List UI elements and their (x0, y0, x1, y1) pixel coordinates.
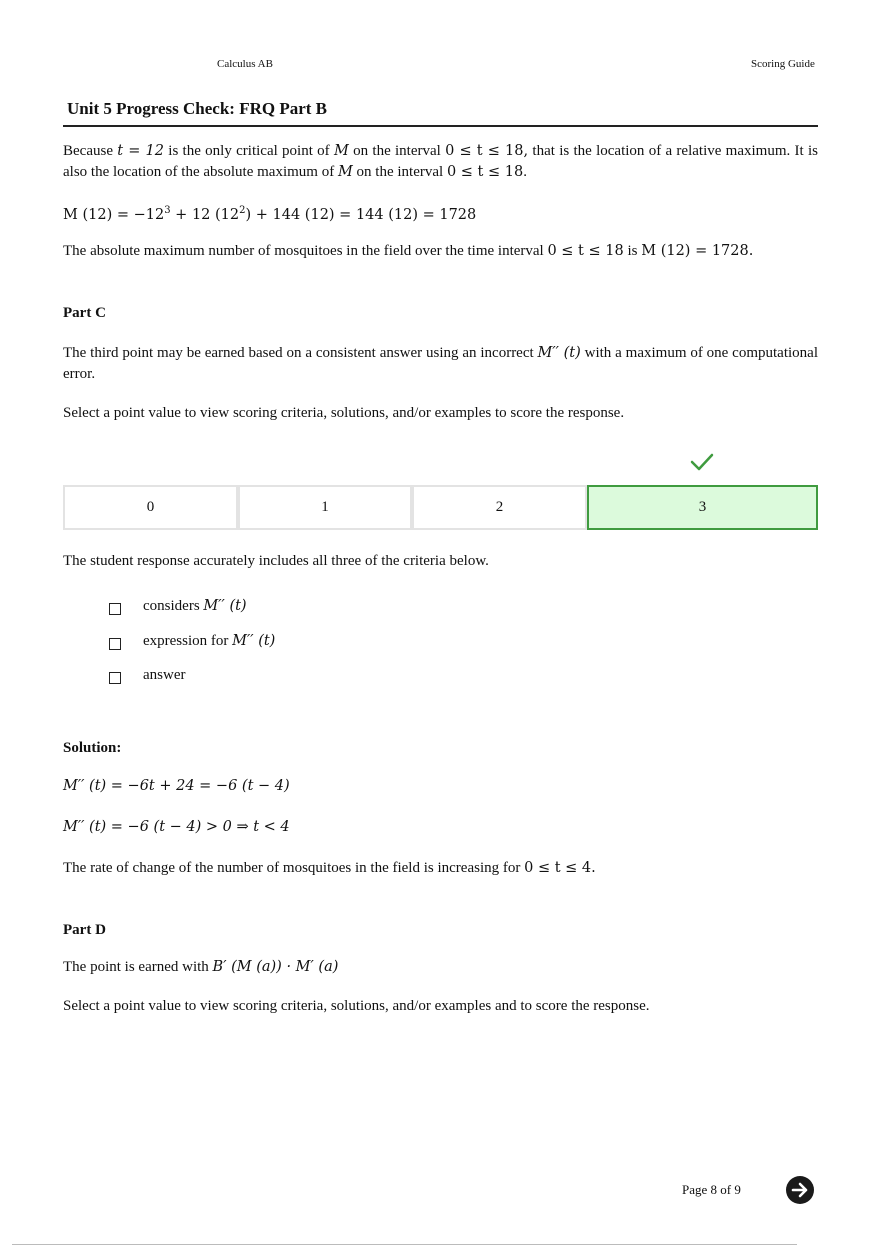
rate-statement: The rate of change of the number of mosquitoes in the field is increasing for 0 ≤ t ≤ 4. (63, 860, 596, 876)
part-c-heading: Part C (63, 305, 106, 321)
part-c-note: The third point may be earned based on a consistent answer using an incorrect M′′ (t) with a maximum of one computational error. (63, 345, 818, 382)
criteria-checkbox-2[interactable] (109, 638, 121, 650)
arrow-right-circle-icon (786, 1176, 814, 1204)
criteria-item-1: considers M′′ (t) (143, 598, 247, 614)
criteria-item-2: expression for M′′ (t) (143, 633, 276, 649)
part-d-select-instruction: Select a point value to view scoring criteria, solutions, and/or examples and to score the response. (63, 998, 650, 1014)
part-d-earned: The point is earned with B′ (M (a)) · M′ (a) (63, 959, 339, 975)
point-option-2[interactable]: 2 (412, 485, 587, 530)
next-page-button[interactable] (786, 1176, 814, 1204)
criteria-intro: The student response accurately includes all three of the criteria below. (63, 553, 489, 569)
page-title: Unit 5 Progress Check: FRQ Part B (67, 99, 328, 118)
criteria-checkbox-3[interactable] (109, 672, 121, 684)
point-option-1[interactable]: 1 (238, 485, 412, 530)
page-number: Page 8 of 9 (682, 1182, 741, 1197)
point-option-3-selected[interactable]: 3 (587, 485, 818, 530)
max-equation: M $(12) = -12^3 + 12$ $(12^2) + 144$ (12) = 144 (12) = 1728 (63, 205, 477, 223)
criteria-checkbox-1[interactable] (109, 603, 121, 615)
checkmark-icon (690, 452, 714, 472)
criteria-item-3: answer (143, 667, 186, 683)
part-c-select-instruction: Select a point value to view scoring criteria, solutions, and/or examples to score the response. (63, 405, 625, 421)
point-option-0[interactable]: 0 (63, 485, 238, 530)
solution-heading: Solution: (63, 740, 122, 756)
solution-equation-1: M′′ (t) = −6t + 24 = −6 (t − 4) (63, 778, 290, 794)
solution-equation-2: M′′ (t) = −6 (t − 4) > 0 ⇒ t < 4 (63, 819, 290, 835)
critical-point-paragraph: Because t = 12 is the only critical point of M on the interval 0 ≤ t ≤ 18, that is the location of a relative maximum. It is also the location of the absolute maximum of M on the interval 0 ≤ t ≤ 18. (63, 143, 818, 180)
header-guide: Scoring Guide (751, 58, 815, 70)
title-divider (63, 125, 818, 127)
part-d-heading: Part D (63, 922, 106, 938)
page-bottom-rule (12, 1244, 797, 1245)
header-course: Calculus AB (217, 58, 273, 70)
absolute-max-statement: The absolute maximum number of mosquitoes in the field over the time interval 0 ≤ t ≤ 18 is M (12) = 1728. (63, 243, 754, 259)
